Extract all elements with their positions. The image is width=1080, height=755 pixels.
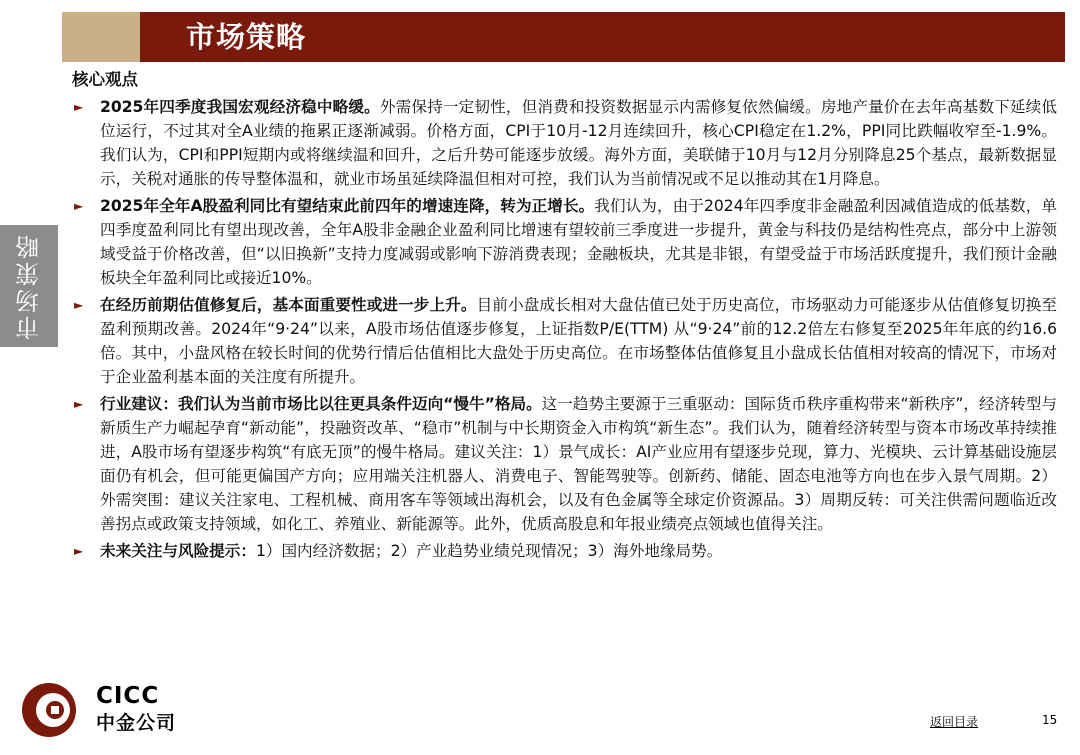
bullet-lead: 行业建议：我们认为当前市场比以往更具条件迈向“慢牛”格局。: [100, 395, 542, 413]
bullet-body: 这一趋势主要源于三重驱动：国际货币秩序重构带来“新秩序”，经济转型与新质生产力崛起孕育“新动能”，投融资改革、“稳市”机制与中长期资金入市构筑“新生态”。我们认为，随着经济转型与资本市场改革持续推进，A股市场有望逐步构筑“有底无顶”的慢牛格局。建议关注：1）景气成长：AI产业应用有望逐步兑现，算力、光模块、云计算基础设施层面仍有机会，但可能更偏国产方向；应用端关注机器人、消费电子、智能驾驶等。创新药、储能、固态电池等方向也在步入景气周期。2）外需突围：建议关注家电、工程机械、商用客车等领域出海机会，以及有色金属等全球定价资源品。3）周期反转：可关注供需问题临近改善拐点或政策支持领域，如化工、养殖业、新能源等。此外，优质高股息和年报业绩亮点领域也值得关注。: [100, 395, 1057, 533]
bullet-body: 我们认为，由于2024年四季度非金融盈利因减值造成的低基数，单四季度盈利同比有望出现改善，全年A股非金融企业盈利同比增速有望较前三季度进一步提升，黄金与科技仍是结构性亮点，部分中上游领域受益于价格改善，但“以旧换新”支持力度减弱或影响下游消费表现；金融板块，尤其是非银，有望受益于市场活跃度提升，我们预计金融板块全年盈利同比或接近10%。: [100, 197, 1057, 287]
bullet-marker-icon: ►: [74, 199, 84, 213]
bullet-lead: 2025年全年A股盈利同比有望结束此前四年的增速连降，转为正增长。: [100, 197, 595, 215]
bullet-lead: 未来关注与风险提示：: [100, 542, 256, 560]
bullet-body: 1）国内经济数据；2）产业趋势业绩兑现情况；3）海外地缘局势。: [255, 542, 723, 560]
bullet-lead: 2025年四季度我国宏观经济稳中略缓。: [100, 98, 380, 116]
bullet-lead: 在经历前期估值修复后，基本面重要性或进一步上升。: [100, 296, 477, 314]
bullet-earnings: [72, 194, 1057, 290]
side-section-tab-label: 市场策略: [15, 232, 44, 340]
logo-text-en: CICC: [96, 683, 160, 709]
logo-text-cn: 中金公司: [96, 712, 177, 734]
bullet-marker-icon: ►: [74, 397, 84, 411]
page-title: 市场策略: [186, 20, 307, 54]
bullet-body: 目前小盘成长相对大盘估值已处于历史高位，市场驱动力可能逐步从估值修复切换至盈利预期改善。2024年“9·24”以来，A股市场估值逐步修复，上证指数P/E(TTM) 从“9·24”前的12.2倍左右修复至2025年年底的约16.6倍。其中，小盘风格在较长时间的优势行情后估值相比大盘处于历史高位。在市场整体估值修复且小盘成长估值相对较高的情况下，市场对于企业盈利基本面的关注度有所提升。: [100, 296, 1057, 386]
page-number: 15: [1042, 713, 1058, 727]
bullet-industry: [72, 392, 1057, 536]
cicc-logo-icon: [20, 681, 78, 739]
bullet-valuation: [72, 293, 1057, 389]
bullet-marker-icon: ►: [74, 544, 84, 558]
bullet-macro: [72, 95, 1057, 191]
bullet-risks: [72, 539, 1057, 563]
back-to-contents-link[interactable]: 返回目录: [930, 715, 979, 729]
main-content: [72, 68, 1057, 566]
section-heading: 核心观点: [72, 70, 138, 89]
bullet-marker-icon: ►: [74, 100, 84, 114]
bullet-marker-icon: ►: [74, 298, 84, 312]
bullet-body: 外需保持一定韧性，但消费和投资数据显示内需修复依然偏缓。房地产量价在去年高基数下延续低位运行，不过其对全A业绩的拖累正逐渐减弱。价格方面，CPI于10月-12月连续回升，核心CPI稳定在1.2%，PPI同比跌幅收窄至-1.9%。我们认为，CPI和PPI短期内或将继续温和回升，之后升势可能逐步放缓。海外方面，美联储于10月与12月分别降息25个基点，最新数据显示，关税对通胀的传导整体温和，就业市场虽延续降温但相对可控，我们认为当前情况或不足以推动其在1月降息。: [100, 98, 1057, 188]
